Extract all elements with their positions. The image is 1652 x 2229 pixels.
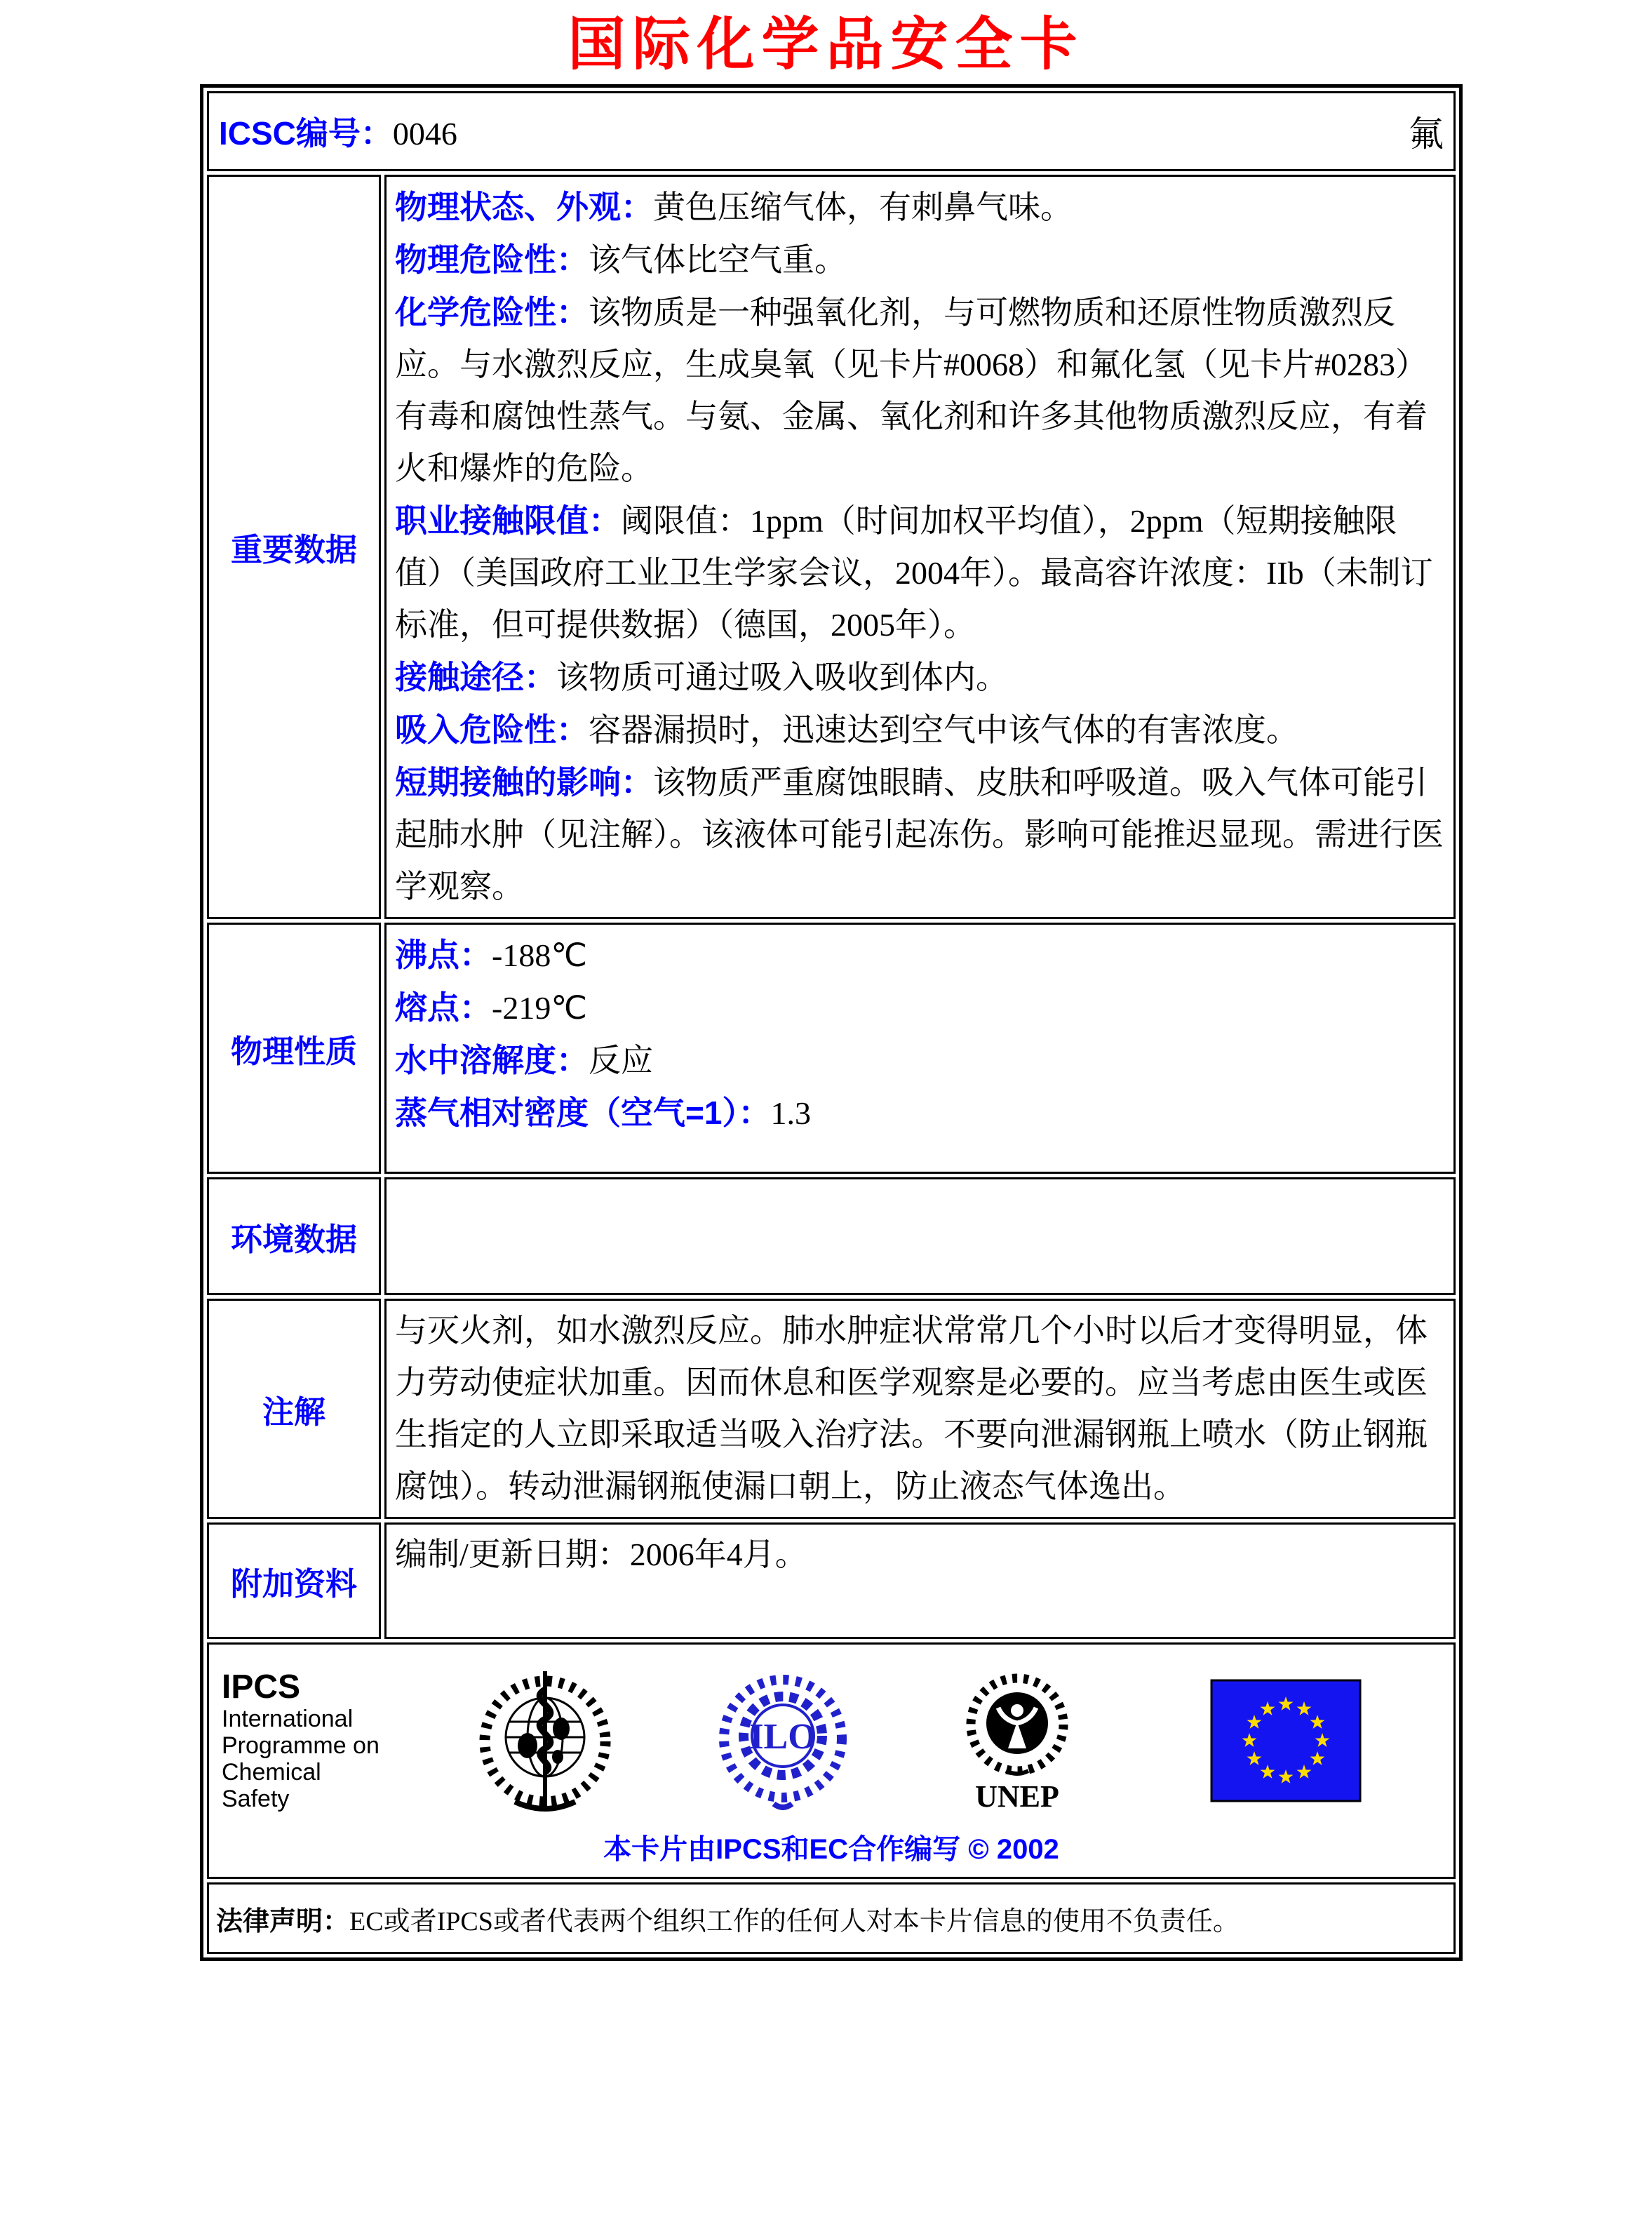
section-label-additional-info: 附加资料 [207,1522,381,1639]
legal-notice-text: EC或者IPCS或者代表两个组织工作的任何人对本卡片信息的使用不负责任。 [349,1906,1240,1936]
unep-logo-icon [959,1670,1075,1782]
attribution-line [222,1827,1441,1867]
section-label-notes: 注解 [207,1299,381,1519]
table-row-header [207,91,1456,171]
notes-text: 与灭火剂，如水激烈反应。肺水肿症状常常几个小时以后才变得明显，体力劳动使症状加重。因而休息和医学观察是必要的。应当考虑由医生或医生指定的人立即采取适当吸入治疗法。不要向泄漏钢瓶上喷水（防止钢瓶腐蚀）。转动泄漏钢瓶使漏口朝上，防止液态气体逸出。 [395,1313,1428,1504]
attribution-text: 本卡片由IPCS和EC合作编写 [603,1834,961,1865]
physical-properties-content [384,923,1456,1174]
footer-cell [207,1642,1456,1879]
field-label: 熔点： [395,989,492,1026]
field-boiling-point [395,929,1444,982]
card-header-cell [207,91,1456,171]
legal-notice-label: 法律声明： [216,1906,350,1936]
field-label: 吸入危险性： [395,711,589,748]
ipcs-acronym: IPCS [222,1668,301,1706]
field-label: 物理状态、外观： [395,189,653,225]
icsc-card-table [200,84,1463,1961]
field-text: 容器漏损时，迅速达到空气中该气体的有害浓度。 [589,712,1298,748]
table-row-additional-info [207,1522,1456,1639]
field-text: 黄色压缩气体，有刺鼻气味。 [653,189,1073,225]
field-chemical-danger [395,286,1444,495]
ipcs-line: International [222,1706,354,1732]
unep-logo-text: UNEP [975,1779,1059,1814]
section-label-important-data: 重要数据 [207,175,381,919]
field-vapor-density [395,1087,1444,1139]
table-row-physical-properties [207,923,1456,1174]
field-label: 水中溶解度： [395,1042,589,1078]
field-text: 反应 [589,1043,653,1078]
field-label: 物理危险性： [395,241,589,278]
field-water-solubility [395,1034,1444,1087]
unep-logo-block [959,1670,1075,1812]
svg-text:ILO: ILO [749,1717,817,1757]
ipcs-line: Chemical Safety [222,1759,321,1812]
environmental-data-content [384,1177,1456,1295]
field-text: 1.3 [770,1095,811,1131]
field-exposure-routes [395,651,1444,704]
table-row-footer [207,1642,1456,1879]
page-title: 国际化学品安全卡 [568,13,1084,76]
who-logo-icon [476,1663,614,1819]
table-row-environmental-data [207,1177,1456,1295]
ipcs-line: Programme on [222,1732,380,1759]
section-label-physical-properties: 物理性质 [207,923,381,1174]
icsc-number-label: ICSC编号： [219,115,393,152]
field-text: -188℃ [492,937,587,973]
chemical-name: 氟 [1409,114,1444,154]
eu-flag-icon [1210,1679,1362,1802]
table-row-notes [207,1299,1456,1519]
additional-info-content [384,1522,1456,1639]
legal-notice-cell [207,1882,1456,1954]
field-label: 短期接触的影响： [395,764,653,801]
field-text: -219℃ [492,990,587,1026]
field-short-term-effects [395,756,1444,913]
field-text: 该物质可通过吸入吸收到体内。 [556,660,1008,695]
field-inhalation-risk [395,704,1444,756]
field-text: 该物质严重腐蚀眼睛、皮肤和呼吸道。吸入气体可能引起肺水肿（见注解）。该液体可能引起冻伤。影响可能推迟显现。需进行医学观察。 [395,765,1444,904]
field-label: 职业接触限值： [395,502,621,539]
field-physical-danger [395,234,1444,286]
field-physical-state [395,181,1444,234]
field-label: 接触途径： [395,659,556,695]
field-occupational-limits [395,495,1444,651]
ilo-logo-icon [718,1661,848,1820]
additional-info-text: 编制/更新日期：2006年4月。 [395,1537,807,1572]
icsc-number-value: 0046 [392,116,457,152]
table-row-important-data [207,175,1456,919]
field-text: 该气体比空气重。 [589,242,847,278]
notes-content [384,1299,1456,1519]
field-label: 化学危险性： [395,294,589,330]
field-text: 阈限值：1ppm（时间加权平均值），2ppm（短期接触限值）（美国政府工业卫生学家会议，2004年）。最高容许浓度：IIb（未制订标准，但可提供数据）（德国，2005年）。 [395,503,1433,643]
field-label: 沸点： [395,937,492,973]
important-data-content [384,175,1456,919]
field-label: 蒸气相对密度（空气=1）： [395,1095,771,1131]
field-text: 该物质是一种强氧化剂，与可燃物质和还原性物质激烈反应。与水激烈反应，生成臭氧（见卡片#0068）和氟化氢（见卡片#0283）有毒和腐蚀性蒸气。与氨、金属、氧化剂和许多其他物质激烈反应，有着火和爆炸的危险。 [395,295,1428,486]
section-label-environmental-data: 环境数据 [207,1177,381,1295]
table-row-legal [207,1882,1456,1954]
ipcs-text-block [222,1669,387,1812]
copyright-text: © 2002 [968,1834,1059,1865]
field-melting-point [395,982,1444,1034]
icsc-number [219,108,457,154]
